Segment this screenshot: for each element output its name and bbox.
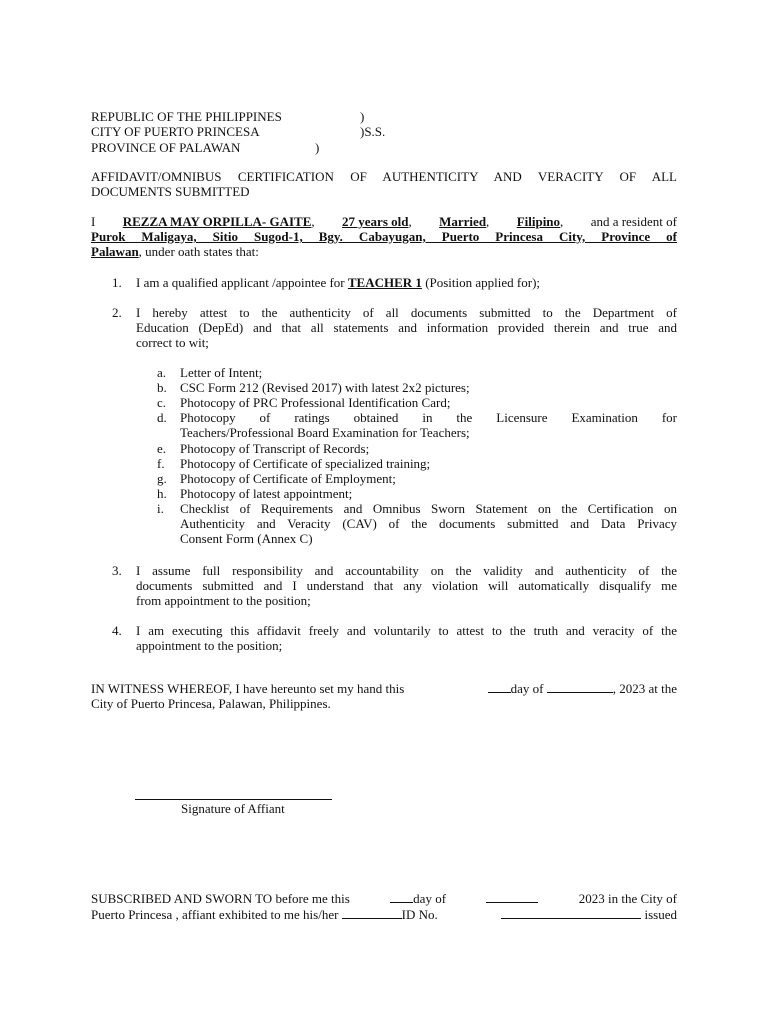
item-2-line-2: Education (DepEd) and that all statements and information provided therein and true and: [136, 320, 677, 335]
id-number-blank[interactable]: [501, 907, 641, 919]
sworn-day-blank[interactable]: [390, 891, 413, 903]
item-1-text: I am a qualified applicant /appointee for TEACHER 1 (Position applied for);: [136, 275, 541, 290]
document-letter: e.: [157, 441, 167, 456]
document-item: Photocopy of Certificate of Employment;: [180, 471, 396, 486]
affiant-status: Married: [439, 214, 487, 229]
day-blank[interactable]: [488, 681, 511, 693]
title-line-2: DOCUMENTS SUBMITTED: [91, 184, 250, 199]
witness-line-2: City of Puerto Princesa, Palawan, Philippines.: [91, 696, 331, 711]
header-line-3: PROVINCE OF PALAWAN: [91, 140, 241, 155]
intro-line-3: [91, 244, 259, 259]
header-line-3-suffix: ): [315, 140, 320, 155]
header-line-1-suffix: ): [360, 109, 365, 124]
item-2-line-1: I hereby attest to the authenticity of all documents submitted to the Department of: [136, 305, 677, 320]
document-letter: b.: [157, 380, 167, 395]
affiant-name: REZZA MAY ORPILLA- GAITE: [122, 214, 312, 229]
document-item-continued: Authenticity and Veracity (CAV) of the documents submitted and Data Privacy: [180, 516, 677, 531]
header-line-2: CITY OF PUERTO PRINCESA: [91, 124, 260, 139]
signature-line[interactable]: [135, 799, 332, 800]
item-3-line-1: I assume full responsibility and accountability on the validity and authenticity of the: [136, 563, 677, 578]
document-letter: a.: [157, 365, 167, 380]
header-line-2-suffix: )S.S.: [360, 124, 386, 139]
item-3-number: 3.: [112, 563, 122, 578]
sworn-month-blank[interactable]: [486, 891, 538, 903]
sworn-line-2: Puerto Princesa , affiant exhibited to me his/her ID No. issued: [91, 907, 677, 922]
month-blank[interactable]: [547, 681, 613, 693]
witness-line-1: IN WITNESS WHEREOF, I have hereunto set my hand this day of , 2023 at the: [91, 681, 677, 696]
item-4-line-1: I am executing this affidavit freely and voluntarily to attest to the truth and veracity of the: [136, 623, 677, 638]
id-type-blank[interactable]: [342, 907, 402, 919]
document-item: Photocopy of latest appointment;: [180, 486, 353, 501]
signature-label: Signature of Affiant: [181, 801, 285, 816]
document-item: Photocopy of Certificate of specialized training;: [180, 456, 431, 471]
header-line-1: REPUBLIC OF THE PHILIPPINES: [91, 109, 282, 124]
intro-resident-text: and a resident of: [590, 214, 677, 229]
affiant-nationality: Filipino: [516, 214, 561, 229]
document-letter: i.: [157, 501, 164, 516]
affiant-age: 27 years old: [342, 214, 409, 229]
document-letter: c.: [157, 395, 167, 410]
title-line-1: AFFIDAVIT/OMNIBUS CERTIFICATION OF AUTHENTICITY AND VERACITY OF ALL: [91, 169, 677, 184]
item-3-line-2: documents submitted and I understand that any violation will automatically disqualify me: [136, 578, 677, 593]
sworn-line-1: SUBSCRIBED AND SWORN TO before me this day of 2023 in the City of: [91, 891, 677, 906]
document-letter: g.: [157, 471, 167, 486]
item-2-number: 2.: [112, 305, 122, 320]
item-4-number: 4.: [112, 623, 122, 638]
item-4-line-2: appointment to the position;: [136, 638, 283, 653]
document-letter: h.: [157, 486, 167, 501]
document-letter: f.: [157, 456, 165, 471]
affiant-address-line-1: Purok Maligaya, Sitio Sugod-1, Bgy. Cabayugan, Puerto Princesa City, Province of: [91, 229, 677, 244]
document-item-continued: Consent Form (Annex C): [180, 531, 313, 546]
document-item: CSC Form 212 (Revised 2017) with latest 2x2 pictures;: [180, 380, 470, 395]
affiant-address-line-2: Palawan: [91, 244, 139, 259]
document-letter: d.: [157, 410, 167, 425]
document-item: Letter of Intent;: [180, 365, 263, 380]
document-item: Photocopy of Transcript of Records;: [180, 441, 370, 456]
intro-line-1: I REZZA MAY ORPILLA- GAITE, 27 years old, Married, Filipino, and a resident of: [91, 214, 677, 229]
document-item: Photocopy of PRC Professional Identification Card;: [180, 395, 451, 410]
item-2-line-3: correct to wit;: [136, 335, 209, 350]
document-item: Photocopy of ratings obtained in the Licensure Examination for: [180, 410, 677, 425]
document-item-continued: Teachers/Professional Board Examination for Teachers;: [180, 425, 470, 440]
intro-oath-text: , under oath states that:: [138, 244, 259, 259]
position-applied: TEACHER 1: [347, 275, 422, 290]
document-item: Checklist of Requirements and Omnibus Sworn Statement on the Certification on: [180, 501, 677, 516]
item-3-line-3: from appointment to the position;: [136, 593, 311, 608]
item-1-number: 1.: [112, 275, 122, 290]
intro-prefix: I: [91, 214, 96, 229]
